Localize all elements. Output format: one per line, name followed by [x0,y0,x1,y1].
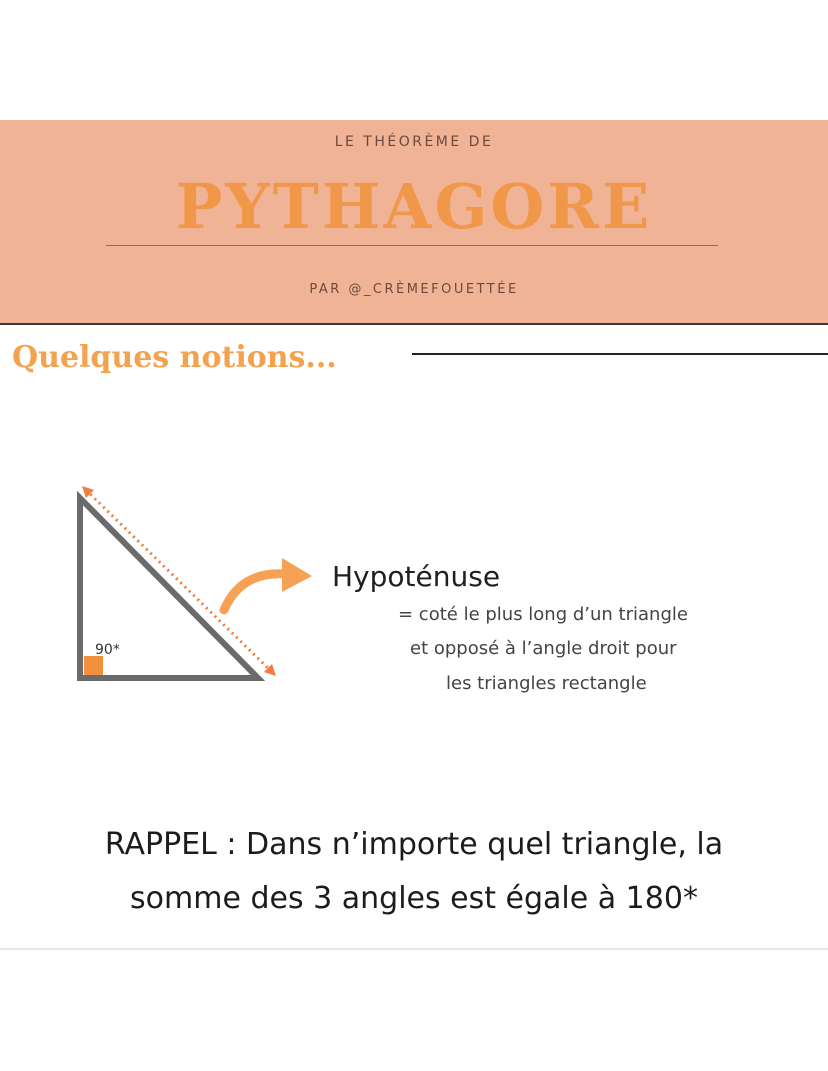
section-divider [412,353,828,355]
rappel-note [0,818,828,926]
definition-line-2: et opposé à l’angle droit pour [410,638,677,659]
rappel-line-1: RAPPEL : Dans n’importe quel triangle, la [104,827,724,862]
curved-arrow-icon [224,574,286,610]
angle-label: 90* [95,642,120,658]
rappel-line-2: somme des 3 angles est égale à 180* [130,881,698,916]
title-divider [106,245,718,246]
arrowhead-top-icon [82,486,94,498]
title-kicker: LE THÉORÈME DE [334,134,494,150]
page-title: PYTHAGORE [175,170,653,243]
right-angle-marker [84,656,103,675]
definition-line-1: = coté le plus long d’un triangle [398,604,688,625]
author-byline: PAR @_CRÈMEFOUETTÉE [309,282,519,297]
curved-arrowhead-icon [282,558,312,592]
definition-line-3: les triangles rectangle [446,673,647,694]
arrowhead-bottom-icon [264,664,276,676]
hypotenuse-term: Hypoténuse [332,560,501,593]
section-heading: Quelques notions... [12,340,337,375]
bottom-divider [0,948,828,950]
